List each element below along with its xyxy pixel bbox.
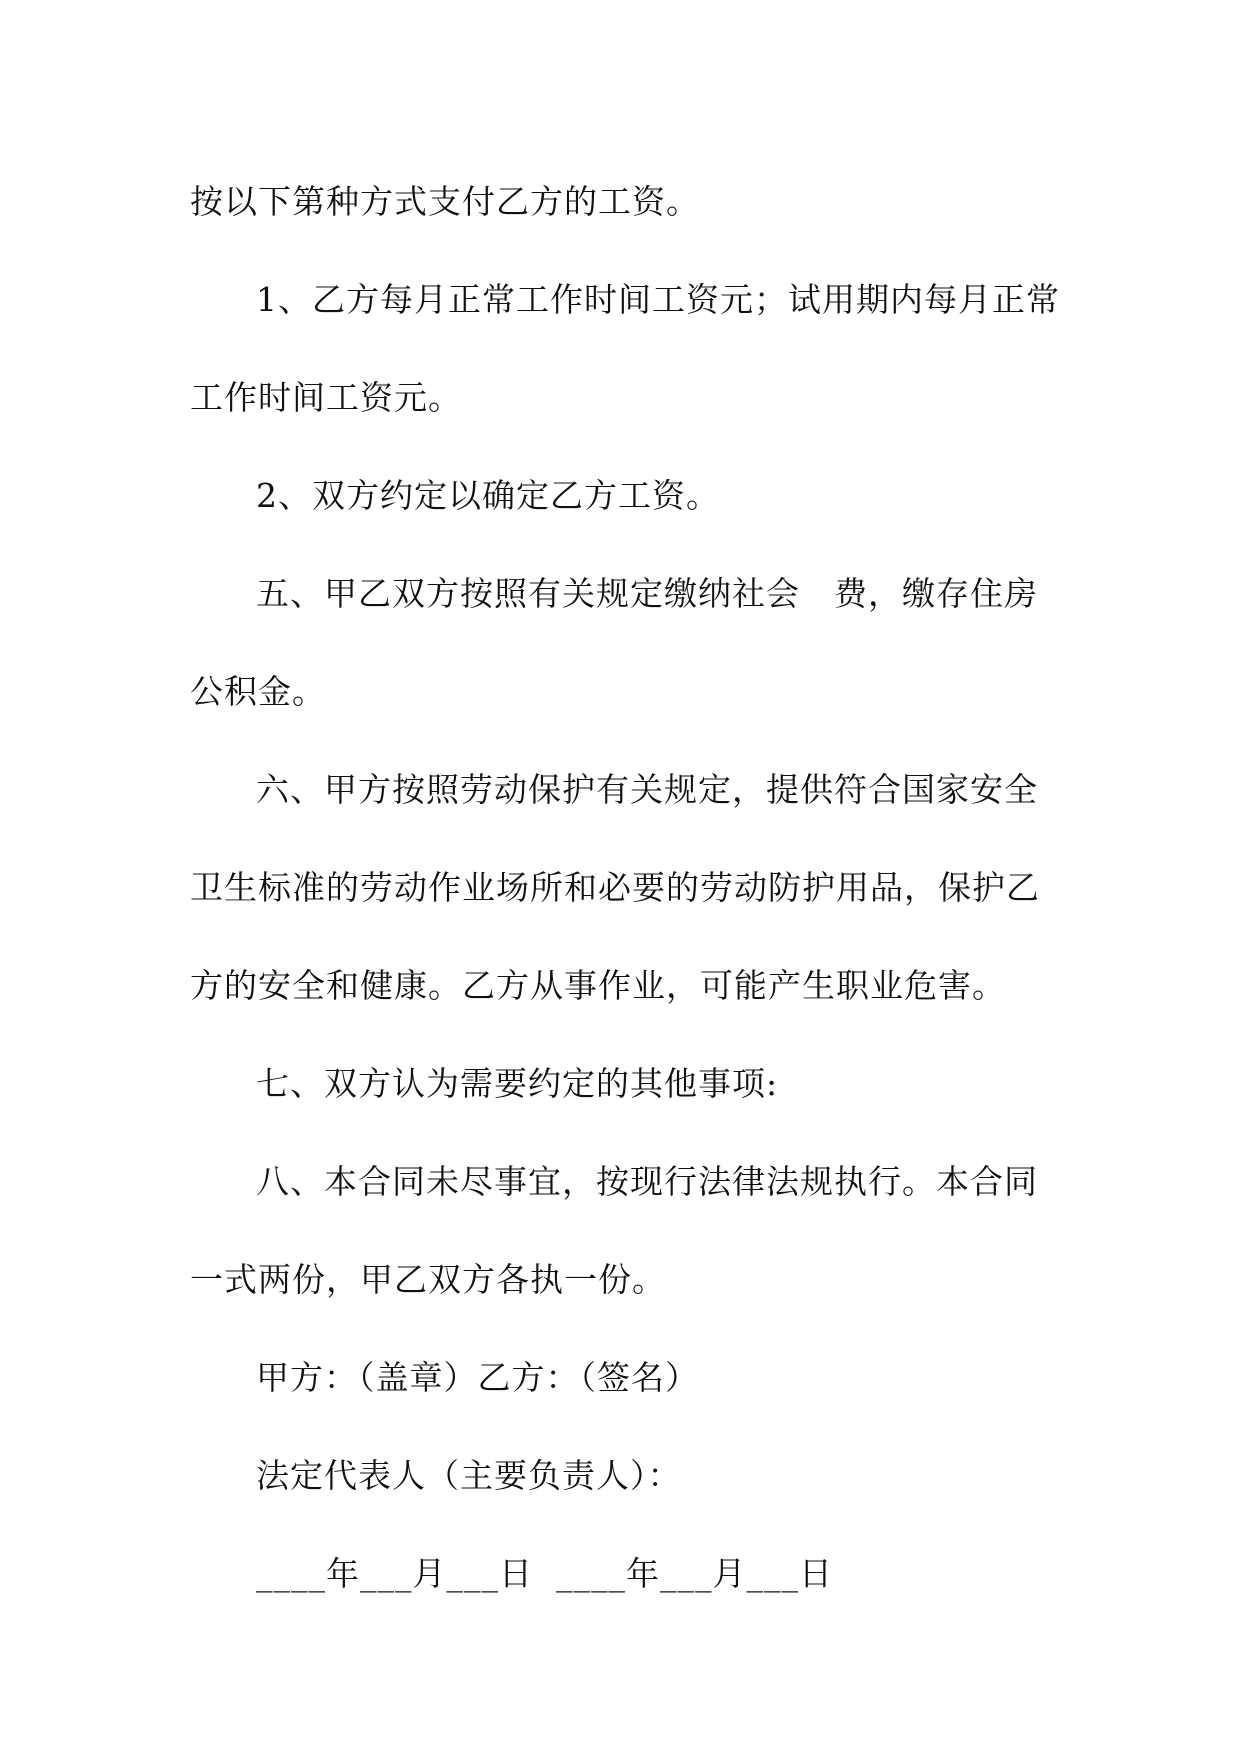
text-line-section-8: 八、本合同未尽事宜，按现行法律法规执行。本合同 (256, 1162, 1038, 1201)
text-line-clause-1-cont: 工作时间工资元。 (190, 378, 462, 417)
text-line-section-5-cont: 公积金。 (190, 672, 326, 711)
text-line-section-7: 七、双方认为需要约定的其他事项: (256, 1064, 779, 1103)
text-line-section-6: 六、甲方按照劳动保护有关规定，提供符合国家安全 (256, 770, 1038, 809)
text-line-clause-2: 2、双方约定以确定乙方工资。 (256, 476, 720, 515)
text-line-section-5: 五、甲乙双方按照有关规定缴纳社会 费，缴存住房 (256, 574, 1038, 613)
signature-line-legal-representative: 法定代表人（主要负责人）： (256, 1456, 682, 1495)
text-line-payment-method: 按以下第种方式支付乙方的工资。 (190, 182, 700, 221)
text-line-section-8-cont: 一式两份，甲乙双方各执一份。 (190, 1260, 666, 1299)
text-line-clause-1: 1、乙方每月正常工作时间工资元；试用期内每月正常 (256, 280, 1060, 319)
signature-line-parties: 甲方：（盖章）乙方：（签名） (256, 1358, 699, 1397)
text-line-section-6-cont-2: 方的安全和健康。乙方从事作业，可能产生职业危害。 (190, 966, 1006, 1005)
date-line: ____年___月___日 ____年___月___日 (256, 1554, 833, 1593)
text-line-section-6-cont-1: 卫生标准的劳动作业场所和必要的劳动防护用品，保护乙 (190, 868, 1040, 907)
